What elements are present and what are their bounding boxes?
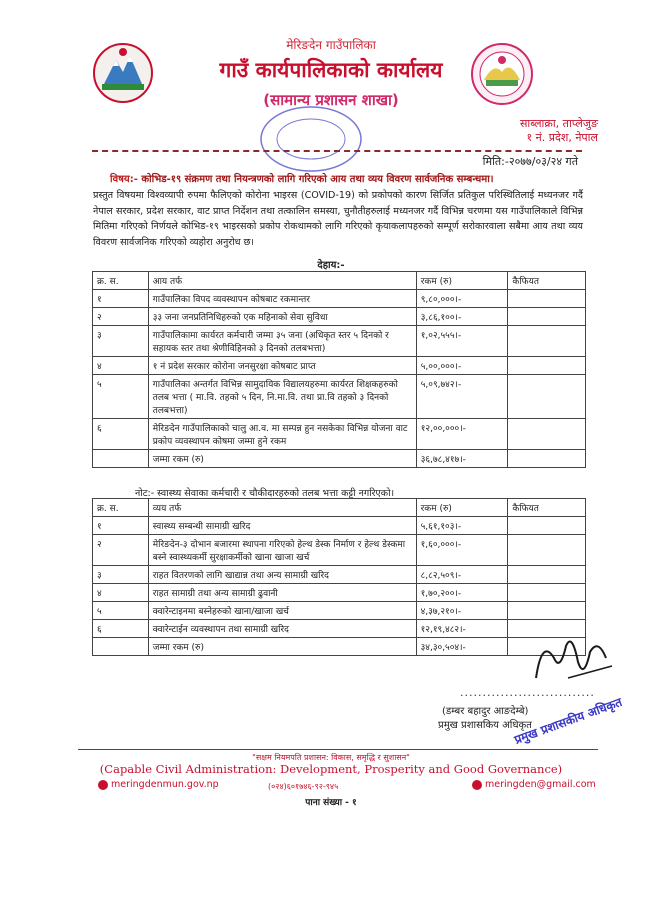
cell-remarks xyxy=(508,566,586,584)
subject-line xyxy=(110,171,580,185)
cell-description: मेरिङदेन गाउँपालिकाको चालु आ.व. मा सम्पन्न हुन नसकेका विभिन्न योजना वाट प्रकोप व्यवस्थापन कोषमा जम्मा हुने रकम xyxy=(148,419,416,450)
cell-serial: ४ xyxy=(93,357,149,375)
cell-serial: ५ xyxy=(93,375,149,419)
cell-description: राहत सामाग्री तथा अन्य सामाग्री ढुवानी xyxy=(148,584,416,602)
footer-phone: (०२४)६०१७४६-९२-९४५ xyxy=(268,782,339,791)
cell-remarks xyxy=(508,419,586,450)
col-amount: रकम (रु) xyxy=(416,272,508,290)
cell-description: क्वारेन्टाईन व्यवस्थापन तथा सामाग्री खरिद xyxy=(148,620,416,638)
cell-remarks xyxy=(508,326,586,357)
cell-remarks xyxy=(508,308,586,326)
cell-description: क्वारेन्टाइनमा बस्नेहरुको खाना/खाजा खर्च xyxy=(148,602,416,620)
cell-amount: ५,६१,१०३।- xyxy=(416,517,508,535)
cell-serial: ३ xyxy=(93,326,149,357)
cell-empty xyxy=(93,638,149,656)
cell-serial: ३ xyxy=(93,566,149,584)
col-serial: क्र. स. xyxy=(93,499,149,517)
table-row xyxy=(93,584,586,602)
body-paragraph: प्रस्तुत विषयमा विश्वव्यापी रुपमा फैलिएको कोरोना भाइरस (COVID-19) को प्रकोपको कारण सिर्जित प्रतिकुल परिस्थितिलाई मध्यनजर गर्दै नेपाल सरकार, प्रदेश सरकार, वाट प्राप्त निर्देशन तथा तत्कालिन समस्या, चुनौतीहरुलाई मध्यनजर गर्दै विभिन्न चरणमा यस गाउँपालिकाले विभिन्न मितिमा गरिएको निर्णयले कोभिड-१९ भाइरसको प्रकोप रोकथामको लागि गरिएको कृयाकलापहरुको सम्पूर्ण सरोकारवाला सबैमा आय तथा व्यय विवरण सार्वजनिक गरिएको व्यहोरा अनुरोध छ। xyxy=(93,190,583,248)
total-row xyxy=(93,450,586,468)
cell-amount: ९,८०,०००।- xyxy=(416,290,508,308)
subject-label: विषय:- xyxy=(110,174,138,185)
cell-serial: १ xyxy=(93,290,149,308)
signatory-title: प्रमुख प्रशासकिय अधिकृत xyxy=(438,720,532,731)
cell-description: गाउँपालिका विपद व्यवस्थापन कोषबाट रकमान्तर xyxy=(148,290,416,308)
handwritten-signature xyxy=(528,628,618,690)
email-icon xyxy=(472,780,482,790)
address-line-2: १ नं. प्रदेश, नेपाल xyxy=(526,131,598,144)
cell-remarks xyxy=(508,584,586,602)
note-text: नोट:- स्वास्थ्य सेवाका कर्मचारी र चौकीदारहरुको तलब भत्ता कट्टी नगरिएको। xyxy=(135,488,395,499)
footer-motto: "सक्षम नियमपति प्रशासन: विकास, समृद्धि र सुशासन" xyxy=(252,753,410,762)
table-row xyxy=(93,535,586,566)
cell-serial: २ xyxy=(93,535,149,566)
cell-amount: १२,१९,४८२।- xyxy=(416,620,508,638)
col-remarks: कैफियत xyxy=(508,272,586,290)
table-row xyxy=(93,566,586,584)
table-row xyxy=(93,620,586,638)
signature-dots: .............................. xyxy=(460,686,595,699)
cell-empty xyxy=(508,450,586,468)
office-seal xyxy=(256,104,366,174)
cell-serial: ६ xyxy=(93,419,149,450)
cell-description: गाउँपालिकामा कार्यरत कर्मचारी जम्मा ३५ जना (अधिकृत स्तर ५ दिनको र सहायक स्तर तथा श्रेणीविहिनको ३ दिनको तलबभत्ता) xyxy=(148,326,416,357)
cell-serial: ६ xyxy=(93,620,149,638)
email-text: meringden@gmail.com xyxy=(485,779,596,790)
cell-amount: १,७०,२००।- xyxy=(416,584,508,602)
signatory-name: (डम्बर बहादुर आङदेम्बे) xyxy=(442,706,529,717)
cell-amount: १,०२,५५५।- xyxy=(416,326,508,357)
total-amount: ३६,७८,४१७।- xyxy=(416,450,508,468)
cell-serial: २ xyxy=(93,308,149,326)
footer-email[interactable] xyxy=(472,779,596,790)
table-row xyxy=(93,326,586,357)
col-remarks: कैफियत xyxy=(508,499,586,517)
footer-website[interactable] xyxy=(98,779,219,790)
cell-serial: ५ xyxy=(93,602,149,620)
total-amount: ३४,३०,५०४।- xyxy=(416,638,508,656)
page-number: पाना संख्या - १ xyxy=(305,798,357,808)
section-name: (सामान्य प्रशासन शाखा) xyxy=(263,91,399,109)
expense-table-header xyxy=(93,499,586,517)
details-heading: देहाय:- xyxy=(317,260,345,271)
table-row xyxy=(93,602,586,620)
footer-english-motto: (Capable Civil Administration: Development, Prosperity and Good Governance) xyxy=(99,762,563,776)
municipality-name: मेरिङदेन गाउँपालिका xyxy=(286,38,376,52)
table-row xyxy=(93,517,586,535)
letter-date: मिति:-२०७७/०३/२४ गते xyxy=(482,155,578,168)
col-amount: रकम (रु) xyxy=(416,499,508,517)
table-row xyxy=(93,419,586,450)
table-row xyxy=(93,290,586,308)
total-label: जम्मा रकम (रु) xyxy=(148,638,416,656)
cell-amount: ८,८२,५०९।- xyxy=(416,566,508,584)
table-row xyxy=(93,375,586,419)
header-divider xyxy=(92,150,582,152)
cell-remarks xyxy=(508,602,586,620)
cell-amount: ३,८६,१००।- xyxy=(416,308,508,326)
total-row xyxy=(93,638,586,656)
income-table xyxy=(92,271,586,468)
income-table-header xyxy=(93,272,586,290)
globe-icon xyxy=(98,780,108,790)
website-text: meringdenmun.gov.np xyxy=(111,779,219,790)
cell-remarks xyxy=(508,290,586,308)
col-income: आय तर्फ xyxy=(148,272,416,290)
col-expense: व्यय तर्फ xyxy=(148,499,416,517)
cell-remarks xyxy=(508,535,586,566)
office-name: गाउँ कार्यपालिकाको कार्यालय xyxy=(219,58,443,82)
designation-stamp: प्रमुख प्रशासकीय अधिकृत xyxy=(512,695,624,747)
cell-remarks xyxy=(508,517,586,535)
footer-divider xyxy=(78,749,598,750)
table-row xyxy=(93,357,586,375)
cell-remarks xyxy=(508,357,586,375)
cell-description: गाउँपालिका अन्तर्गत विभिन्न सामुदायिक विद्यालयहरुमा कार्यरत शिक्षकहरुको तलब भत्ता ( मा.वि. तहको ५ दिन, नि.मा.वि. तथा प्रा.वि तहको ३ दिनको तलबभत्ता) xyxy=(148,375,416,419)
cell-description: १ नं प्रदेश सरकार कोरोना जनसुरक्षा कोषबाट प्राप्त xyxy=(148,357,416,375)
table-row xyxy=(93,308,586,326)
cell-amount: १२,००,०००।- xyxy=(416,419,508,450)
expense-table xyxy=(92,498,586,656)
cell-remarks xyxy=(508,375,586,419)
cell-description: राहत वितरणको लागि खाद्यान्न तथा अन्य सामाग्री खरिद xyxy=(148,566,416,584)
cell-amount: १,६०,०००।- xyxy=(416,535,508,566)
cell-serial: १ xyxy=(93,517,149,535)
cell-empty xyxy=(93,450,149,468)
address-line-1: साब्लाक्रा, ताप्लेजुङ xyxy=(519,117,598,130)
col-serial: क्र. स. xyxy=(93,272,149,290)
subject-text: कोभिड-१९ संक्रमण तथा नियन्त्रणको लागि गरिएको आय तथा व्यय विवरण सार्वजनिक सम्बन्धमा। xyxy=(141,174,494,185)
cell-amount: ५,००,०००।- xyxy=(416,357,508,375)
cell-amount: ५,०९,७४२।- xyxy=(416,375,508,419)
total-label: जम्मा रकम (रु) xyxy=(148,450,416,468)
cell-amount: ४,३७,२१०।- xyxy=(416,602,508,620)
cell-description: ३३ जना जनप्रतिनिधिहरुको एक महिनाको सेवा सुविधा xyxy=(148,308,416,326)
cell-description: स्वास्थ्य सम्बन्धी सामाग्री खरिद xyxy=(148,517,416,535)
cell-serial: ४ xyxy=(93,584,149,602)
cell-description: मेरिङदेन-३ दोभान बजारमा स्थापना गरिएको हेल्थ डेस्क निर्माण र हेल्थ डेस्कमा बस्ने स्वास्थ्यकर्मी सुरक्षाकर्मीको खाना खाजा खर्च xyxy=(148,535,416,566)
